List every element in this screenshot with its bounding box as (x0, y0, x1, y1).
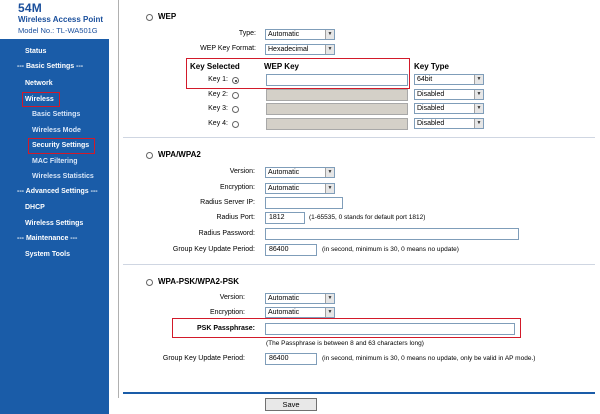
wep-format-value: Hexadecimal (268, 46, 309, 53)
wep-format-label: WEP Key Format: (200, 45, 256, 52)
wep-title: WEP (158, 12, 177, 21)
chevron-down-icon: ▼ (325, 30, 334, 39)
chevron-down-icon: ▼ (474, 104, 483, 113)
highlight-psk-passphrase (172, 318, 521, 338)
wpa-encryption-value: Automatic (268, 185, 300, 192)
sidebar-item-wireless[interactable]: Wireless (25, 96, 54, 103)
wep-key4-type-select[interactable] (414, 118, 484, 129)
wep-key2-label: Key 2: (208, 91, 228, 98)
chevron-down-icon: ▼ (325, 45, 334, 54)
radius-port-input[interactable]: 1812 (265, 212, 305, 224)
radius-port-label: Radius Port: (216, 214, 255, 221)
wep-key2-input[interactable] (266, 89, 408, 101)
wep-key3-radio[interactable] (232, 106, 239, 113)
psk-version-value: Automatic (268, 295, 300, 302)
wpa-version-value: Automatic (268, 169, 300, 176)
sidebar-section-advanced: --- Advanced Settings --- (17, 188, 98, 195)
wep-key4-type-value: Disabled (417, 120, 445, 127)
highlight-security-settings (28, 138, 95, 154)
wpa-group-key-input[interactable]: 86400 (265, 244, 317, 256)
wep-key2-radio[interactable] (232, 92, 239, 99)
psk-encryption-label: Encryption: (209, 309, 245, 316)
chevron-down-icon: ▼ (474, 75, 483, 84)
highlight-wireless (22, 92, 60, 107)
psk-title: WPA-PSK/WPA2-PSK (158, 277, 240, 286)
wep-key1-label: Key 1: (208, 76, 228, 83)
wpa-encryption-label: Encryption: (219, 184, 255, 191)
wep-key3-input[interactable] (266, 103, 408, 115)
sidebar-item-network[interactable]: Network (25, 80, 53, 87)
sidebar-section-basic: --- Basic Settings --- (17, 63, 84, 70)
wpa-title: WPA/WPA2 (158, 150, 201, 159)
wep-key2-type-select[interactable] (414, 89, 484, 100)
wep-key3-label: Key 3: (208, 105, 228, 112)
divider-footer (123, 392, 595, 394)
sidebar-item-mac-filtering[interactable]: MAC Filtering (32, 158, 78, 165)
header-wep-key: WEP Key (264, 62, 299, 71)
wep-key4-radio[interactable] (232, 121, 239, 128)
wpa-version-select[interactable] (265, 167, 335, 178)
sidebar-item-wireless-statistics[interactable]: Wireless Statistics (32, 173, 94, 180)
wpa-group-key-note: (in second, minimum is 30, 0 means no update) (322, 246, 459, 253)
wep-key1-type-select[interactable] (414, 74, 484, 85)
divider-wep (123, 137, 595, 138)
psk-group-key-label: Group Key Update Period: (162, 355, 245, 362)
psk-encryption-select[interactable] (265, 307, 335, 318)
wep-key1-type-value: 64bit (417, 76, 433, 83)
wep-key3-type-select[interactable] (414, 103, 484, 114)
chevron-down-icon: ▼ (474, 119, 483, 128)
wep-key4-input[interactable] (266, 118, 408, 130)
divider-wpa (123, 264, 595, 265)
wpa-encryption-select[interactable] (265, 183, 335, 194)
radius-password-input[interactable] (265, 228, 519, 240)
psk-passphrase-label: PSK Passphrase: (197, 325, 255, 332)
wpa-version-label: Version: (229, 168, 255, 175)
sidebar-item-basic-settings[interactable]: Basic Settings (32, 111, 81, 118)
sidebar-item-dhcp[interactable]: DHCP (25, 204, 45, 211)
wep-key3-type-value: Disabled (417, 105, 445, 112)
sidebar-item-status[interactable]: Status (25, 48, 47, 55)
psk-group-key-note: (in second, minimum is 30, 0 means no update, only be valid in AP mode.) (322, 355, 536, 362)
save-button[interactable]: Save (265, 398, 317, 411)
wep-type-select[interactable] (265, 29, 335, 40)
sidebar-nav (0, 0, 109, 414)
sidebar-item-security-settings[interactable]: Security Settings (32, 142, 90, 149)
wep-key4-label: Key 4: (208, 120, 228, 127)
wep-format-select[interactable] (265, 44, 335, 55)
brand-header (0, 0, 109, 39)
sidebar-item-wireless-settings[interactable]: Wireless Settings (25, 220, 84, 227)
chevron-down-icon: ▼ (325, 308, 334, 317)
sidebar-item-system-tools[interactable]: System Tools (25, 251, 70, 258)
psk-version-label: Version: (219, 294, 245, 301)
chevron-down-icon: ▼ (474, 90, 483, 99)
highlight-key-selected (186, 58, 410, 89)
psk-group-key-input[interactable]: 86400 (265, 353, 317, 365)
radius-ip-input[interactable] (265, 197, 343, 209)
sidebar-item-wireless-mode[interactable]: Wireless Mode (32, 127, 81, 134)
brand-model: 54M (18, 1, 42, 15)
wep-key2-type-value: Disabled (417, 91, 445, 98)
wep-type-label: Type: (238, 30, 256, 37)
psk-version-select[interactable] (265, 293, 335, 304)
psk-radio[interactable] (146, 279, 153, 286)
wep-type-value: Automatic (268, 31, 300, 38)
content-divider (118, 0, 119, 398)
chevron-down-icon: ▼ (325, 184, 334, 193)
radius-password-label: Radius Password: (198, 230, 255, 237)
sidebar-section-maintenance: --- Maintenance --- (17, 235, 78, 242)
radius-ip-label: Radius Server IP: (200, 199, 255, 206)
brand-model-no: Model No.: TL-WA501G (18, 26, 98, 35)
psk-passphrase-note: (The Passphrase is between 8 and 63 characters long) (266, 340, 424, 347)
wpa-radio[interactable] (146, 152, 153, 159)
psk-encryption-value: Automatic (268, 309, 300, 316)
header-key-type: Key Type (414, 62, 449, 71)
chevron-down-icon: ▼ (325, 294, 334, 303)
header-key-selected: Key Selected (190, 62, 240, 71)
brand-product: Wireless Access Point (18, 15, 104, 24)
wep-radio[interactable] (146, 14, 153, 21)
wpa-group-key-label: Group Key Update Period: (172, 246, 255, 253)
chevron-down-icon: ▼ (325, 168, 334, 177)
radius-port-note: (1-65535, 0 stands for default port 1812) (309, 214, 426, 221)
